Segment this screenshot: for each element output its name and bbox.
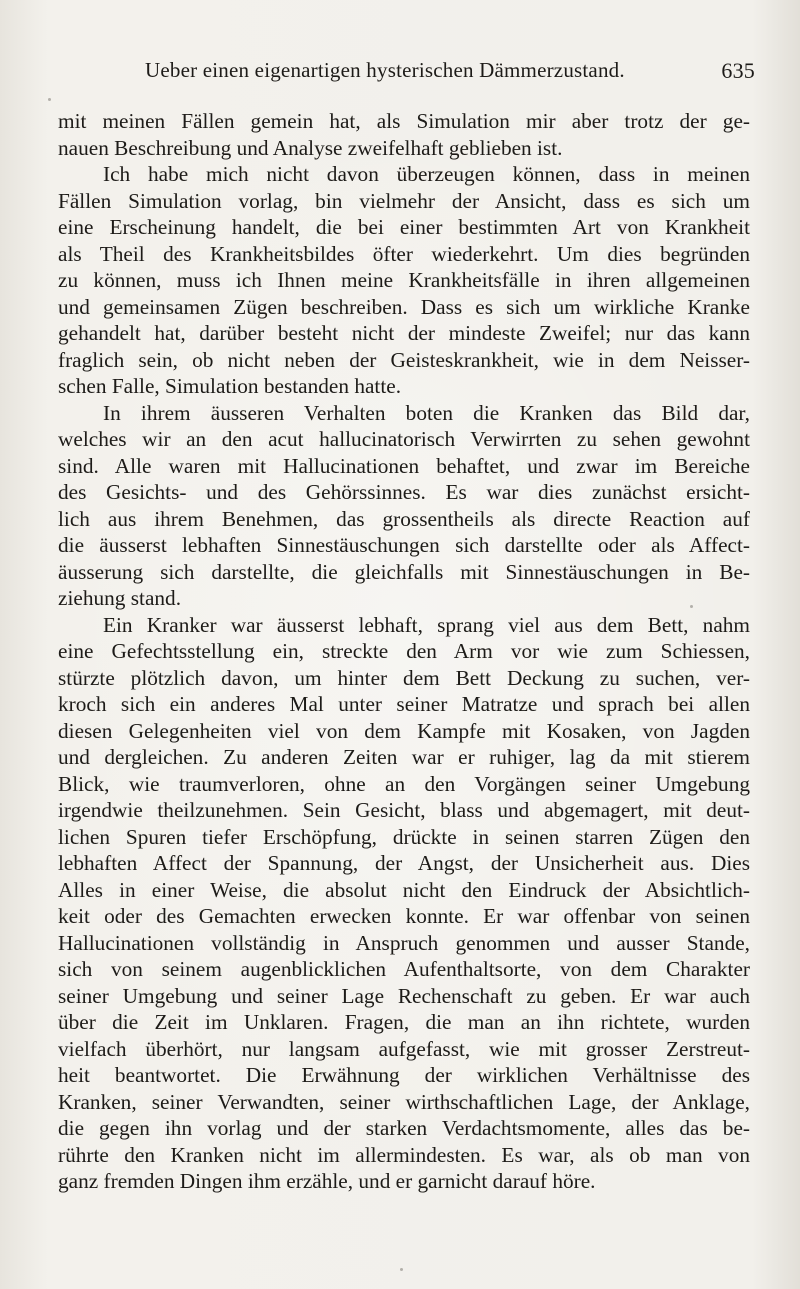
text-line: heit beantwortet. Die Erwähnung der wirklichen Verhältnisse des [58, 1063, 750, 1087]
paper-speck [400, 1268, 403, 1271]
page-header [145, 58, 755, 88]
text-line: des Gesichts- und des Gehörssinnes. Es war dies zunächst ersicht- [58, 480, 750, 504]
text-line: lebhaften Affect der Spannung, der Angst, der Unsicherheit aus. Dies [58, 851, 750, 875]
text-line: sind. Alle waren mit Hallucinationen behaftet, und zwar im Bereiche [58, 453, 750, 478]
text-line: Alles in einer Weise, die absolut nicht den Eindruck der Absichtlich- [58, 877, 750, 902]
running-title: Ueber einen eigenartigen hysterischen Dämmerzustand. [145, 58, 625, 82]
text-line: die äusserst lebhaften Sinnestäuschungen sich darstellte oder als Affect- [58, 533, 750, 557]
text-line: über die Zeit im Unklaren. Fragen, die man an ihn richtete, wurden [58, 1010, 750, 1034]
text-line: Kranken, seiner Verwandten, seiner wirthschaftlichen Lage, der Anklage, [58, 1089, 750, 1114]
text-line: und gemeinsamen Zügen beschreiben. Dass es sich um wirkliche Kranke [58, 294, 750, 319]
text-line: fraglich sein, ob nicht neben der Geisteskrankheit, wie in dem Neisser- [58, 347, 750, 372]
text-line: Ein Kranker war äusserst lebhaft, sprang viel aus dem Bett, nahm [103, 612, 750, 637]
text-line: Ich habe mich nicht davon überzeugen können, dass in meinen [103, 162, 750, 186]
text-line: rührte den Kranken nicht im allermindesten. Es war, als ob man von [58, 1142, 750, 1167]
text-line: Blick, wie traumverloren, ohne an den Vorgängen seiner Umgebung [58, 771, 750, 796]
text-line: als Theil des Krankheitsbildes öfter wiederkehrt. Um dies begründen [58, 241, 750, 266]
text-line: mit meinen Fällen gemein hat, als Simulation mir aber trotz der ge- [58, 109, 750, 133]
paper-speck [48, 98, 51, 101]
body-text [58, 108, 750, 1195]
text-line: nauen Beschreibung und Analyse zweifelhaft geblieben ist. [58, 135, 563, 160]
text-line: lich aus ihrem Benehmen, das grossentheils als directe Reaction auf [58, 506, 750, 531]
text-line: und dergleichen. Zu anderen Zeiten war er ruhiger, lag da mit stierem [58, 745, 750, 769]
text-line: eine Gefechtsstellung ein, streckte den Arm vor wie zum Schiessen, [58, 639, 750, 663]
text-line: eine Erscheinung handelt, die bei einer bestimmten Art von Krankheit [58, 215, 750, 239]
text-line: diesen Gelegenheiten viel von dem Kampfe mit Kosaken, von Jagden [58, 718, 750, 743]
text-line: Fällen Simulation vorlag, bin vielmehr der Ansicht, dass es sich um [58, 188, 750, 213]
text-line: die gegen ihn vorlag und der starken Verdachtsmomente, alles das be- [58, 1116, 750, 1140]
text-line: welches wir an den acut hallucinatorisch Verwirrten zu sehen gewohnt [58, 427, 750, 451]
text-line: ganz fremden Dingen ihm erzähle, und er garnicht darauf höre. [58, 1169, 596, 1193]
page-number: 635 [721, 58, 755, 83]
text-line: irgendwie theilzunehmen. Sein Gesicht, blass und abgemagert, mit deut- [58, 798, 750, 822]
text-line: Hallucinationen vollständig in Anspruch genommen und ausser Stande, [58, 930, 750, 955]
text-line: zu können, muss ich Ihnen meine Krankheitsfälle in ihren allgemeinen [58, 268, 750, 292]
text-line: keit oder des Gemachten erwecken konnte. Er war offenbar von seinen [58, 904, 750, 928]
text-line: kroch sich ein anderes Mal unter seiner Matratze und sprach bei allen [58, 692, 750, 716]
text-line: lichen Spuren tiefer Erschöpfung, drückte in seinen starren Zügen den [58, 824, 750, 849]
text-line: ziehung stand. [58, 586, 182, 610]
text-line: schen Falle, Simulation bestanden hatte. [58, 374, 402, 398]
text-line: gehandelt hat, darüber besteht nicht der mindeste Zweifel; nur das kann [58, 321, 750, 345]
text-line: stürzte plötzlich davon, um hinter dem Bett Deckung zu suchen, ver- [58, 665, 750, 690]
text-line: In ihrem äusseren Verhalten boten die Kranken das Bild dar, [103, 400, 750, 425]
text-line: vielfach überhört, nur langsam aufgefasst, wie mit grosser Zerstreut- [58, 1036, 750, 1061]
text-line: sich von seinem augenblicklichen Aufenthaltsorte, von dem Charakter [58, 957, 750, 981]
text-line: seiner Umgebung und seiner Lage Rechenschaft zu geben. Er war auch [58, 983, 750, 1008]
text-line: äusserung sich darstellte, die gleichfalls mit Sinnestäuschungen in Be- [58, 559, 750, 584]
